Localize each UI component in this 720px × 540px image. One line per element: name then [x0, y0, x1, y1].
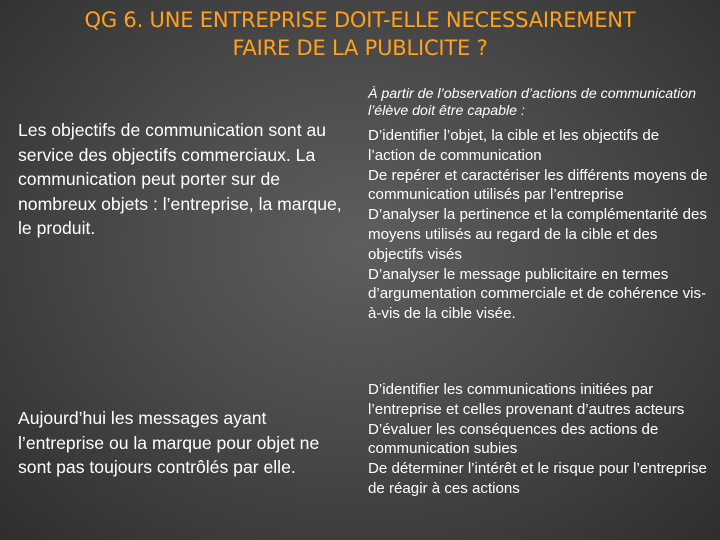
skills-intro: À partir de l’observation d’actions de communication l’élève doit être capable : [368, 86, 697, 119]
skill-item: D’identifier l’objet, la cible et les objectifs de l’action de communication [368, 127, 660, 164]
skill-item: De déterminer l’intérêt et le risque pour l’entreprise de réagir à ces actions [368, 460, 707, 497]
slide-title-line-2: FAIRE DE LA PUBLICITE ? [232, 36, 488, 60]
skill-item: De repérer et caractériser les différents moyens de communication utilisés par l’entreprise [368, 166, 708, 204]
right-skills-block-1 [368, 86, 708, 324]
skill-item: D’évaluer les conséquences des actions de communication subies [368, 420, 659, 458]
skill-item: D’identifier les communications initiées par l’entreprise et celles provenant d’autres acteurs [368, 381, 685, 418]
left-paragraph-objectives: Les objectifs de communication sont au service des objectifs commerciaux. La communication peut porter sur de nombreux objets : l’entreprise, la marque, le produit. [18, 120, 342, 238]
slide-title [0, 6, 720, 62]
right-skills-block-2 [368, 380, 708, 499]
slide-title-line-1: QG 6. UNE ENTREPRISE DOIT-ELLE NECESSAIREMENT [84, 8, 636, 32]
skill-item: D’analyser la pertinence et la complémentarité des moyens utilisés au regard de la cible et des objectifs visés [368, 206, 707, 263]
left-paragraph-messages: Aujourd’hui les messages ayant l’entreprise ou la marque pour objet ne sont pas toujours contrôlés par elle. [18, 408, 320, 477]
skill-item: D’analyser le message publicitaire en termes d’argumentation commerciale et de cohérence vis-à-vis de la cible visée. [368, 265, 707, 323]
